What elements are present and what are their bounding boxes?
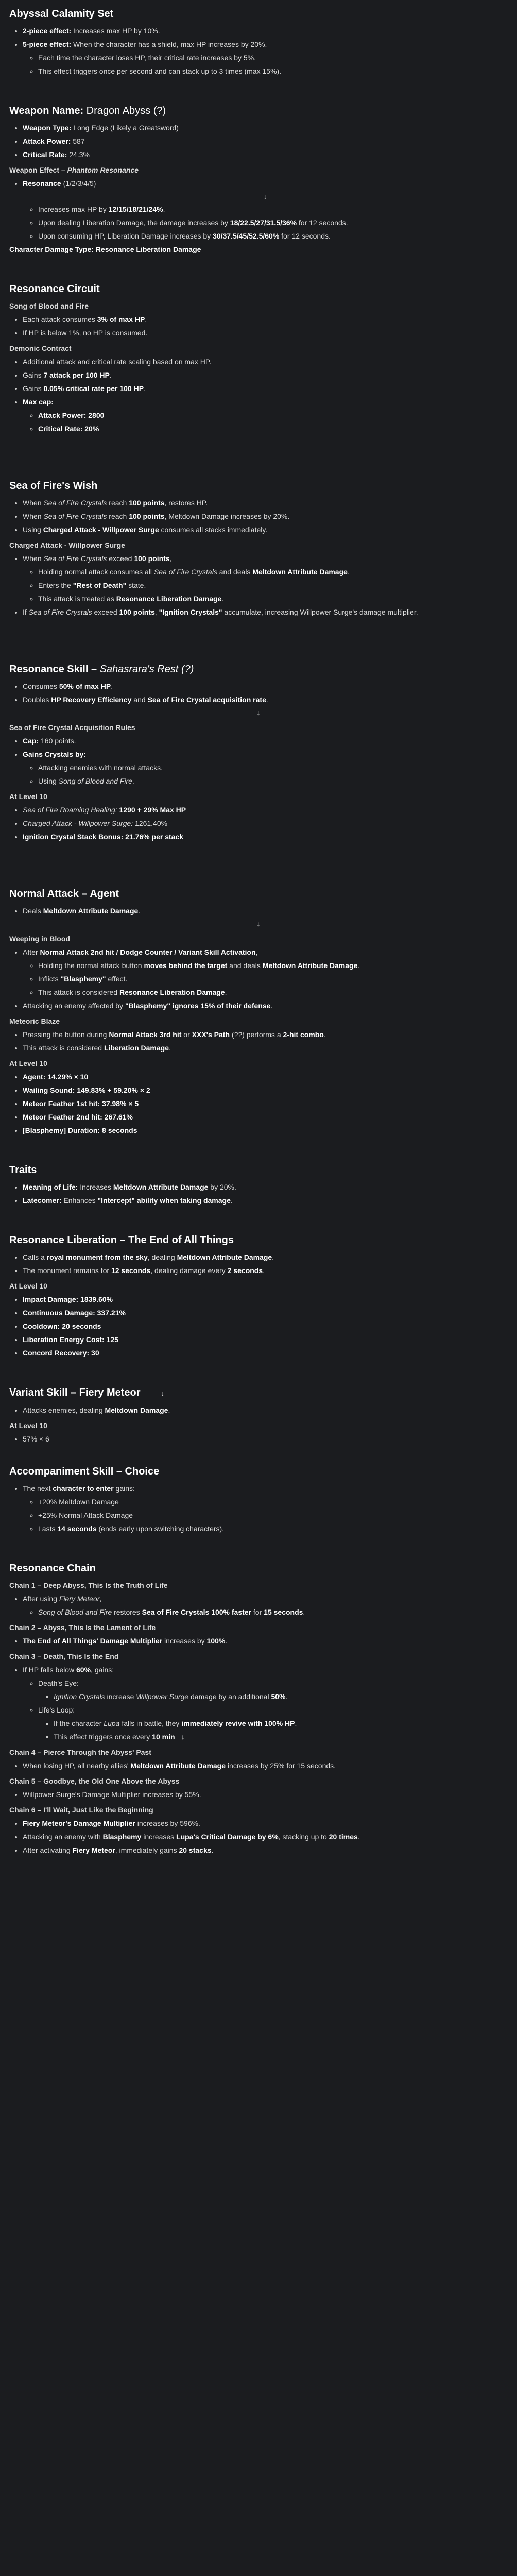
chain-1-heading: Chain 1 – Deep Abyss, This Is the Truth of Life — [9, 1581, 168, 1589]
section-traits: Traits • Meaning of Life: Increases Meltdown Attribute Damage by 20%. • Latecomer: Enhances "Intercept" ability when taking damage. — [9, 1163, 508, 1206]
weapon-stats-list: • Weapon Type: Long Edge (Likely a Greatsword) • Attack Power: 587 • Critical Rate: 24.3% — [9, 123, 508, 160]
section-resonance-skill: Resonance Skill – Sahasrara's Rest (?) • Consumes 50% of max HP. • Doubles HP Recovery Efficiency and Sea of Fire Crystal acquisition rate. ↓ Sea of Fire Crystal Acquisition Rules • Cap: 160 points. • Gains Crystals by: ◦ Attacking enemies with normal attacks. ◦ Using Song of Blood and Fire. At Level 10 • Sea of Fire Roaming Healing: 1290 + 29% Max HP • Charged Attack - Willpower Surge: 1261.40% • Ignition Crystal Stack Bonus: 21.76% per stack — [9, 663, 508, 842]
section-resonance-circuit: Resonance Circuit Song of Blood and Fire • Each attack consumes 3% of max HP. • If HP is below 1%, no HP is consumed. Demonic Contract • Additional attack and critical rate scaling based on max HP. • Gains 7 attack per 100 HP. • Gains 0.05% critical rate per 100 HP. • Max cap: ◦ Attack Power: 2800 ◦ Critical Rate: 20% — [9, 282, 508, 434]
section-title: Resonance Liberation – The End of All Things — [9, 1234, 234, 1246]
subheading: Charged Attack - Willpower Surge — [9, 541, 125, 549]
section-title: Sea of Fire's Wish — [9, 480, 98, 492]
chain-3-heading: Chain 3 – Death, This Is the End — [9, 1652, 119, 1660]
five-piece-sub-2: ◦ This effect triggers once per second and can stack up to 3 times (max 15%). — [38, 66, 508, 76]
section-title: Accompaniment Skill – Choice — [9, 1466, 160, 1477]
two-piece-effect: • 2-piece effect: Increases max HP by 10%. — [23, 26, 508, 36]
section-accompaniment-skill: Accompaniment Skill – Choice • The next character to enter gains: ◦ +20% Meltdown Damage ◦ +25% Normal Attack Damage ◦ Lasts 14 seconds (ends early upon switching characters). — [9, 1465, 508, 1534]
scroll-down-icon: ↓ — [256, 708, 261, 717]
section-resonance-chain: Resonance Chain Chain 1 – Deep Abyss, This Is the Truth of Life • After using Fiery Meteor, ◦ Song of Blood and Fire restores Sea of Fire Crystals 100% faster for 15 seconds. Chain 2 – Abyss, This Is the Lament of Life • The End of All Things' Damage Multiplier increases by 100%. Chain 3 – Death, This Is the End • If HP falls below 60%, gains: ◦ Death's Eye: ▪ Ignition Crystals increase Willpower Surge damage by an additional 50%. ◦ Life's Loop: ▪ If the character Lupa falls in battle, they immediately revive with 100% HP. ▪ This effect triggers once every 10 min ↓ Chain 4 – Pierce Through the Abyss' Past • When losing HP, all nearby allies' Meltdown Attribute Damage increases by 25% for 15 seconds. Chain 5 – Goodbye, the Old One Above the Abyss • Willpower Surge's Damage Multiplier increases by 55%. Chain 6 – I'll Wait, Just Like the Beginning • Fiery Meteor's Damage Multiplier increases by 596%. • Attacking an enemy with Blasphemy increases Lupa's Critical Damage by 6%, stacking up to 20 times. • After activating Fiery Meteor, immediately gains 20 stacks. — [9, 1562, 508, 1855]
five-piece-effect: • 5-piece effect: When the character has a shield, max HP increases by 20%. ◦ Each time the character loses HP, their critical rate increases by 5%. ◦ This effect triggers once per second and can stack up to 3 times (max 15%). — [23, 39, 508, 76]
subheading: Demonic Contract — [9, 344, 72, 352]
section-variant-skill: Variant Skill – Fiery Meteor ↓ • Attacks enemies, dealing Meltdown Damage. At Level 10 • 57% × 6 — [9, 1386, 508, 1444]
chain-6-heading: Chain 6 – I'll Wait, Just Like the Beginning — [9, 1806, 153, 1814]
section-resonance-liberation: Resonance Liberation – The End of All Things • Calls a royal monument from the sky, dealing Meltdown Attribute Damage. • The monument remains for 12 seconds, dealing damage every 2 seconds. At Level 10 • Impact Damage: 1839.60% • Continuous Damage: 337.21% • Cooldown: 20 seconds • Liberation Energy Cost: 125 • Concord Recovery: 30 — [9, 1233, 508, 1358]
section-title: Normal Attack – Agent — [9, 888, 119, 900]
section-title: Traits — [9, 1164, 37, 1176]
scroll-down-icon: ↓ — [161, 1389, 165, 1397]
section-title: Resonance Skill – Sahasrara's Rest (?) — [9, 664, 194, 675]
section-title: Abyssal Calamity Set — [9, 8, 114, 20]
chain-2-heading: Chain 2 – Abyss, This Is the Lament of Life — [9, 1623, 156, 1632]
section-abyssal-set — [9, 7, 508, 76]
character-damage-type: Character Damage Type: Resonance Liberation Damage — [9, 245, 201, 253]
section-title: Variant Skill – Fiery Meteor ↓ — [9, 1387, 165, 1398]
section-title: Resonance Circuit — [9, 283, 100, 295]
chain-4-heading: Chain 4 – Pierce Through the Abyss' Past — [9, 1748, 151, 1756]
section-weapon: Weapon Name: Dragon Abyss (?) • Weapon Type: Long Edge (Likely a Greatsword) • Attack Power: 587 • Critical Rate: 24.3% Weapon Effect – Phantom Resonance • Resonance (1/2/3/4/5) ↓ ◦ Increases max HP by 12/15/18/21/24%. ◦ Upon dealing Liberation Damage, the damage increases by 18/22.5/27/31.5/36% for 12 seconds. ◦ Upon consuming HP, Liberation Damage increases by 30/37.5/45/52.5/60% for 12 seconds. Character Damage Type: Resonance Liberation Damage — [9, 104, 508, 255]
weapon-effect-heading: Weapon Effect – Phantom Resonance — [9, 166, 139, 174]
subheading: At Level 10 — [9, 1282, 47, 1290]
chain-5-heading: Chain 5 – Goodbye, the Old One Above the Abyss — [9, 1777, 180, 1785]
section-normal-attack: Normal Attack – Agent • Deals Meltdown Attribute Damage. ↓ Weeping in Blood • After Normal Attack 2nd hit / Dodge Counter / Variant Skill Activation, ◦ Holding the normal attack button moves behind the target and deals Meltdown Attribute Damage. ◦ Inflicts "Blasphemy" effect. ◦ This attack is considered Resonance Liberation Damage. • Attacking an enemy affected by "Blasphemy" ignores 15% of their defense. Meteoric Blaze • Pressing the button during Normal Attack 3rd hit or XXX's Path (??) performs a 2-hit combo. • This attack is considered Liberation Damage. At Level 10 • Agent: 14.29% × 10 • Wailing Sound: 149.83% + 59.20% × 2 • Meteor Feather 1st hit: 37.98% × 5 • Meteor Feather 2nd hit: 267.61% • [Blasphemy] Duration: 8 seconds — [9, 887, 508, 1136]
scroll-down-icon: ↓ — [263, 192, 267, 200]
subheading: At Level 10 — [9, 1059, 47, 1067]
section-title: Resonance Chain — [9, 1563, 96, 1574]
subheading: At Level 10 — [9, 1421, 47, 1430]
subheading: At Level 10 — [9, 792, 47, 801]
subheading: Meteoric Blaze — [9, 1017, 60, 1025]
subheading: Song of Blood and Fire — [9, 302, 89, 310]
scroll-down-icon: ↓ — [181, 1733, 185, 1741]
five-piece-sub-1: ◦ Each time the character loses HP, their critical rate increases by 5%. — [38, 53, 508, 63]
subheading: Sea of Fire Crystal Acquisition Rules — [9, 723, 135, 732]
scroll-down-icon: ↓ — [256, 920, 261, 928]
subheading: Weeping in Blood — [9, 935, 70, 943]
section-sea-of-fire: Sea of Fire's Wish • When Sea of Fire Crystals reach 100 points, restores HP. • When Sea of Fire Crystals reach 100 points, Meltdown Damage increases by 20%. • Using Charged Attack - Willpower Surge consumes all stacks immediately. Charged Attack - Willpower Surge • When Sea of Fire Crystals exceed 100 points, ◦ Holding normal attack consumes all Sea of Fire Crystals and deals Meltdown Attribute Damage. ◦ Enters the "Rest of Death" state. ◦ This attack is treated as Resonance Liberation Damage. • If Sea of Fire Crystals exceed 100 points, "Ignition Crystals" accumulate, increasing Willpower Surge's damage multiplier. — [9, 479, 508, 617]
set-effects-list — [9, 26, 508, 76]
weapon-title: Weapon Name: Dragon Abyss (?) — [9, 105, 166, 116]
